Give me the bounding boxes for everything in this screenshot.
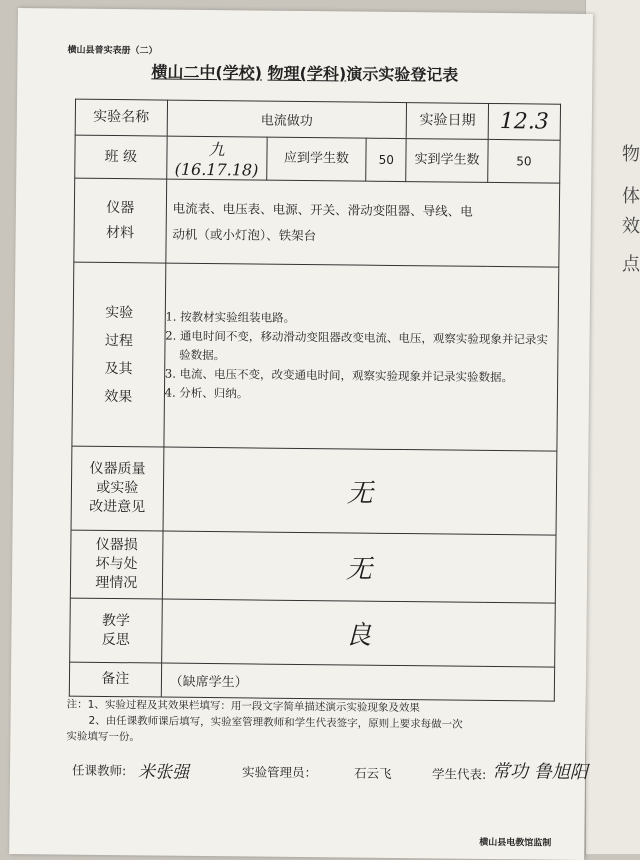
side-char: 点 [622,254,640,275]
label-quality: 仪器质量 或实验 改进意见 [71,446,164,531]
label-class: 班 级 [75,135,167,179]
label-process: 实验 过程 及其 效果 [72,262,166,447]
side-char: 效 [622,216,640,237]
teacher-signature: 米张强 [137,762,190,783]
adjacent-sheet [585,0,640,854]
title-subject: 物理(学科) [267,63,347,84]
signature-row [71,761,592,784]
teacher-label: 任课教师: [71,762,127,779]
note-line: 注：1、实验过程及其效果栏填写：用一段文字简单描述演示实验现象及效果 [66,698,420,715]
register-table [69,99,561,702]
actual-students-value: 50 [488,139,560,183]
step-item: 4. 分析、归纳。 [164,385,249,401]
expected-students-value: 50 [366,138,406,181]
label-remarks: 备注 [69,662,161,697]
quality-value: 无 [163,447,557,535]
label-reflection: 教学 反思 [70,598,162,663]
label-actual-students: 实到学生数 [406,139,488,183]
label-experiment-date: 实验日期 [406,103,488,140]
step-item: 3. 电流、电压不变，改变通电时间，观察实验现象并记录实验数据。 [164,366,514,385]
page-title [17,58,592,87]
class-value: 九(16.17.18) [166,136,266,180]
title-rest: 演示实验登记表 [346,64,459,85]
header-label: 横山县普实表册（二） [67,45,158,57]
admin-name: 石云飞 [353,765,392,781]
note-line: 实验填写一份。 [66,730,140,744]
footer-label: 横山县电教馆监制 [479,837,552,849]
process-steps [164,263,559,451]
remarks-value: （缺席学生） [161,663,555,701]
instruments-value: 电流表、电压表、电源、开关、滑动变阻器、导线、电 动机（或小灯泡）、铁架台 [166,179,560,267]
label-instruments: 仪器 材料 [74,178,167,263]
label-damage: 仪器损 坏与处 理情况 [70,530,162,599]
label-experiment-name: 实验名称 [75,99,167,136]
damage-value: 无 [162,531,556,603]
step-item: 1. 按教材实验组装电路。 [165,309,296,325]
student-label: 学生代表: [431,766,487,782]
student-signature: 常功 鲁旭阳 [491,761,588,784]
form-paper [9,8,593,860]
admin-label: 实验管理员： [241,764,318,781]
label-expected-students: 应到学生数 [266,137,366,181]
title-school: 横山二中(学校) [151,62,263,83]
footnotes [66,697,556,750]
side-char: 体 [622,186,640,207]
reflection-value: 良 [161,599,555,667]
note-line: 2、由任课教师课后填写，实验室管理教师和学生代表签字，原则上要求每做一次 [88,714,463,731]
experiment-name-value: 电流做功 [167,100,407,139]
side-char: 物 [622,144,640,165]
step-item: 2. 通电时间不变，移动滑动变阻器改变电流、电压，观察实验现象并记录实验数据。 [165,328,548,363]
experiment-date-value: 12.3 [488,103,560,140]
